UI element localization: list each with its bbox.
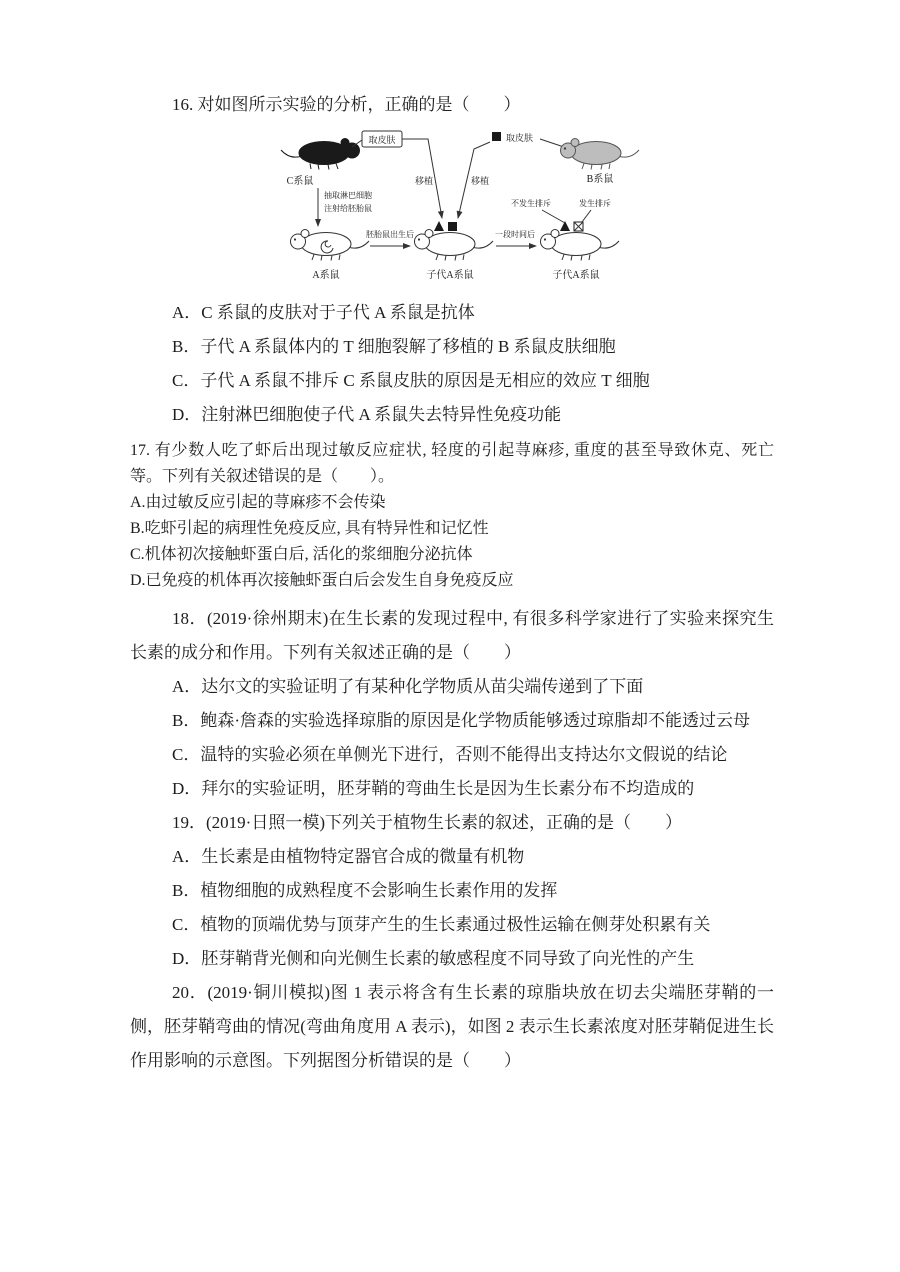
rejection-label: 发生排斥	[579, 199, 611, 208]
offspring1-label: 子代A系鼠	[426, 270, 474, 281]
q18-option-b: B．鲍森·詹森的实验选择琼脂的原因是化学物质能够透过琼脂却不能透过云母	[172, 711, 750, 730]
rejection-leader-lines	[542, 210, 591, 223]
question-17	[130, 438, 774, 594]
q19-option-c: C．植物的顶端优势与顶芽产生的生长素通过极性运输在侧芽处积累有关	[172, 915, 711, 934]
q18-stem: 18．(2019·徐州期末)在生长素的发现过程中, 有很多科学家进行了实验来探究生长素的成分和作用。下列有关叙述正确的是（ ）	[130, 609, 774, 662]
offspring2-mouse-icon	[541, 230, 620, 261]
question-16	[130, 88, 774, 432]
a-mouse-label: A系鼠	[312, 270, 340, 281]
q17-stem: 17. 有少数人吃了虾后出现过敏反应症状, 轻度的引起荨麻疹, 重度的甚至导致休克、死亡等。下列有关叙述错误的是（ ）。	[130, 442, 774, 485]
q19-stem: 19．(2019·日照一模)下列关于植物生长素的叙述，正确的是（ ）	[172, 813, 682, 832]
no-rejection-label: 不发生排斥	[511, 199, 551, 208]
offspring-mouse-1	[415, 221, 494, 261]
embryo-born-label: 胚胎鼠出生后	[366, 230, 414, 239]
q17-option-a: A.由过敏反应引起的荨麻疹不会传染	[130, 494, 386, 511]
q18-option-d: D．拜尔的实验证明，胚芽鞘的弯曲生长是因为生长素分布不均造成的	[172, 779, 695, 798]
q19-option-d: D．胚芽鞘背光侧和向光侧生长素的敏感程度不同导致了向光性的产生	[172, 949, 695, 968]
q16-figure	[278, 126, 774, 296]
b-mouse-label: B系鼠	[586, 174, 614, 185]
q16-option-c: C．子代 A 系鼠不排斥 C 系鼠皮肤的原因是无相应的效应 T 细胞	[172, 371, 650, 390]
q19-option-b: B．植物细胞的成熟程度不会影响生长素作用的发挥	[172, 881, 558, 900]
after-period-label: 一段时间后	[495, 230, 535, 239]
take-skin-right-label: 取皮肤	[506, 133, 534, 143]
inject-embryo-label: 注射给胚胎鼠	[324, 204, 372, 213]
q17-option-c: C.机体初次接触虾蛋白后, 活化的浆细胞分泌抗体	[130, 546, 473, 563]
c-mouse-label: C系鼠	[286, 176, 314, 187]
offspring1-mouse-icon	[415, 230, 494, 261]
question-18	[130, 602, 774, 806]
offspring2-label: 子代A系鼠	[552, 270, 600, 281]
question-19	[130, 806, 774, 976]
q16-option-b: B．子代 A 系鼠体内的 T 细胞裂解了移植的 B 系鼠皮肤细胞	[172, 337, 616, 356]
a-mouse-icon	[291, 230, 370, 261]
q19-option-a: A．生长素是由植物特定器官合成的微量有机物	[172, 847, 525, 866]
q18-option-a: A．达尔文的实验证明了有某种化学物质从苗尖端传递到了下面	[172, 677, 644, 696]
q17-option-b: B.吃虾引起的病理性免疫反应, 具有特异性和记忆性	[130, 520, 489, 537]
take-skin-left-label: 取皮肤	[368, 135, 396, 145]
c-mouse-icon	[281, 139, 360, 170]
transplant-experiment-diagram	[278, 126, 658, 294]
question-20	[130, 976, 774, 1078]
b-skin-square	[492, 132, 501, 141]
q16-stem: 16. 对如图所示实验的分析，正确的是（ ）	[172, 95, 521, 114]
b-mouse-icon	[561, 139, 640, 170]
transplant-left-label: 移植	[414, 176, 434, 186]
q16-option-a: A．C 系鼠的皮肤对于子代 A 系鼠是抗体	[172, 303, 475, 322]
q20-stem: 20．(2019·铜川模拟)图 1 表示将含有生长素的琼脂块放在切去尖端胚芽鞘的一侧，胚芽鞘弯曲的情况(弯曲角度用 A 表示)，如图 2 表示生长素浓度对胚芽鞘促进生长作用影响的示意图。下列据图分析错误的是（ ）	[130, 983, 774, 1070]
q18-option-c: C．温特的实验必须在单侧光下进行，否则不能得出支持达尔文假说的结论	[172, 745, 728, 764]
offspring-mouse-2	[541, 221, 620, 261]
extract-lymphocytes-label: 抽取淋巴细胞	[324, 191, 372, 200]
q17-option-d: D.已免疫的机体再次接触虾蛋白后会发生自身免疫反应	[130, 572, 514, 589]
c-skin-triangle	[434, 221, 444, 231]
b-skin-square-graft	[448, 222, 457, 231]
q16-option-d: D．注射淋巴细胞使子代 A 系鼠失去特异性免疫功能	[172, 405, 562, 424]
transplant-right-label: 移植	[470, 176, 490, 186]
